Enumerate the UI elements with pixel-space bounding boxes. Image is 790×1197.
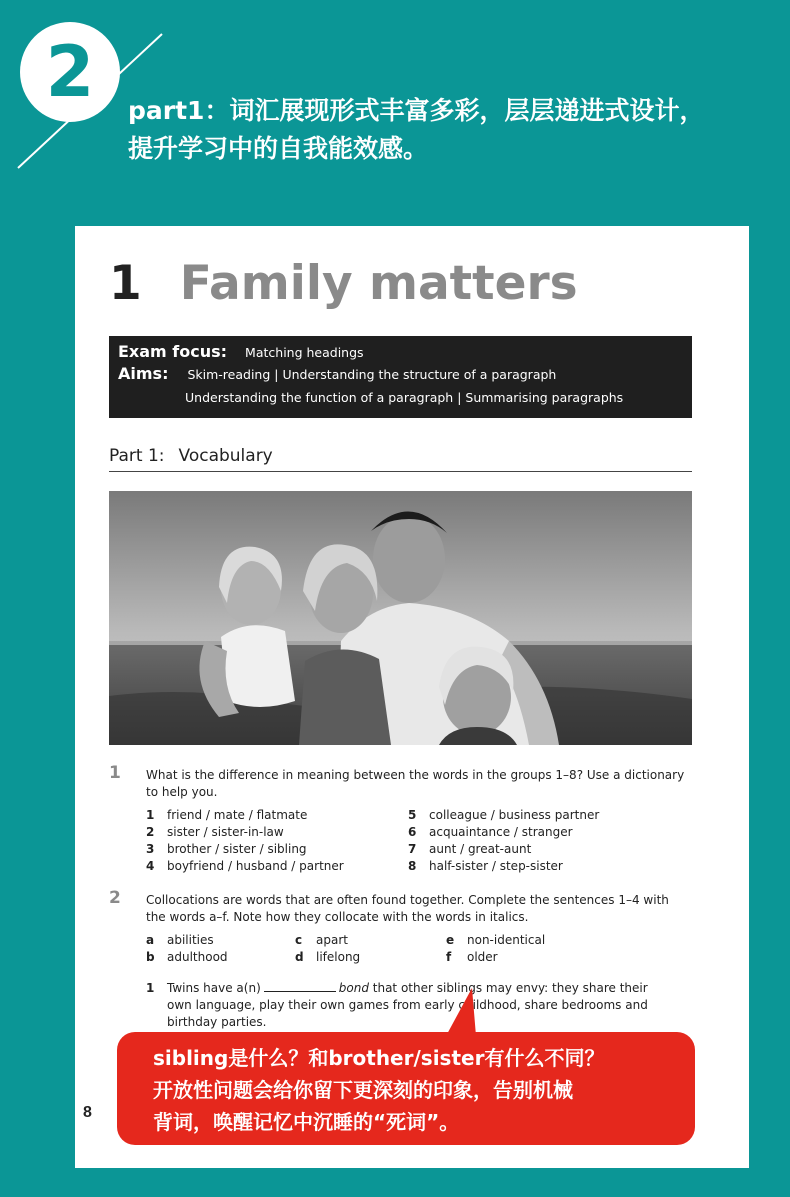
question-1-right-list (408, 807, 599, 875)
question-1-number: 1 (109, 763, 121, 783)
question-2-options-col-1 (146, 932, 228, 966)
list-item: c apart (295, 933, 348, 947)
list-item: 4 boyfriend / husband / partner (146, 859, 344, 873)
exam-focus-label: Exam focus: (118, 342, 228, 361)
question-2-number: 2 (109, 888, 121, 908)
list-item: 5 colleague / business partner (408, 808, 600, 822)
aims-label: Aims: (118, 364, 169, 383)
part-heading (109, 446, 692, 472)
banner-headline (128, 92, 704, 168)
page-number: 8 (83, 1104, 92, 1121)
family-photo-illustration (109, 491, 692, 745)
section-number: 2 (45, 31, 95, 113)
part-label: Part 1: (109, 446, 165, 466)
exam-focus-box (109, 336, 692, 418)
sentence-1-before: Twins have a(n) (167, 981, 261, 995)
sentence-1-after: that other siblings may envy: they share their own language, play their own games from early childhood, share bedrooms and birthday parties. (167, 981, 648, 1029)
question-1-text: What is the difference in meaning between the words in the groups 1–8? Use a dictionary to help you. (146, 768, 685, 799)
sentence-1 (146, 980, 676, 1031)
list-item: 8 half-sister / step-sister (408, 859, 563, 873)
sentence-1-number: 1 (146, 981, 155, 995)
question-1-left-list (146, 807, 344, 875)
unit-name: Family matters (179, 256, 578, 311)
aims-line-2: Understanding the function of a paragraph | Summarising paragraphs (185, 389, 624, 405)
callout-bubble (117, 1032, 695, 1145)
callout-line-2: 开放性问题会给你留下更深刻的印象，告别机械 (153, 1078, 573, 1102)
aims-line-1: Skim-reading | Understanding the structure of a paragraph (187, 367, 557, 382)
book-page (75, 226, 749, 1168)
list-item: 2 sister / sister-in-law (146, 825, 284, 839)
list-item: 7 aunt / great-aunt (408, 842, 532, 856)
question-2-options-col-2 (295, 932, 360, 966)
banner-line-1: part1：词汇展现形式丰富多彩，层层递进式设计， (128, 96, 705, 125)
unit-number: 1 (109, 256, 142, 311)
list-item: d lifelong (295, 950, 361, 964)
part-title: Vocabulary (178, 446, 273, 466)
list-item: 6 acquaintance / stranger (408, 825, 573, 839)
list-item: a abilities (146, 933, 214, 947)
question-2 (109, 888, 692, 1029)
family-photo (109, 491, 692, 745)
list-item: 1 friend / mate / flatmate (146, 808, 308, 822)
banner-line-2: 提升学习中的自我能效感。 (128, 134, 429, 163)
question-1 (109, 763, 692, 873)
list-item: f older (446, 950, 498, 964)
question-2-options-col-3 (446, 932, 545, 966)
exam-focus-value: Matching headings (245, 345, 364, 360)
answer-blank[interactable] (264, 982, 336, 992)
callout-line-3: 背词，唤醒记忆中沉睡的“死词”。 (153, 1110, 460, 1134)
callout-pointer (446, 988, 482, 1036)
question-2-text: Collocations are words that are often found together. Complete the sentences 1–4 with the words a–f. Note how they collocate with the words in italics. (146, 893, 669, 924)
callout-line-1: sibling是什么？和brother/sister有什么不同？ (153, 1046, 605, 1070)
list-item: e non-identical (446, 933, 546, 947)
unit-title (109, 256, 578, 311)
list-item: b adulthood (146, 950, 228, 964)
sentence-1-italic: bond (338, 981, 369, 995)
list-item: 3 brother / sister / sibling (146, 842, 307, 856)
